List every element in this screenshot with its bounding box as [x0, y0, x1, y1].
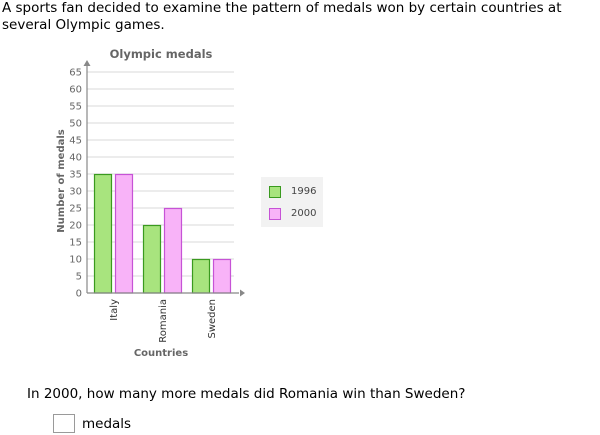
y-tick-label: 0 [75, 288, 82, 300]
bar-2000-italy [116, 175, 133, 294]
legend-label-1996: 1996 [291, 186, 317, 197]
x-tick-labels [109, 299, 218, 343]
y-tick-label: 5 [75, 271, 82, 283]
x-tick-label: Italy [109, 299, 120, 321]
chart-title: Olympic medals [109, 47, 213, 61]
y-tick-label: 50 [69, 118, 82, 130]
y-tick-label: 25 [69, 203, 82, 215]
y-tick-label: 35 [69, 169, 82, 181]
y-tick-labels [69, 68, 82, 300]
bar-2000-sweden [214, 260, 231, 294]
question-text: In 2000, how many more medals did Romania win than Sweden? [27, 386, 466, 402]
y-tick-label: 45 [69, 135, 82, 147]
y-tick-label: 55 [69, 101, 82, 113]
y-tick-label: 40 [69, 152, 82, 164]
y-tick-label: 20 [69, 220, 82, 232]
bar-1996-italy [95, 175, 112, 294]
bar-1996-romania [144, 226, 161, 294]
y-tick-label: 10 [69, 254, 82, 266]
bar-1996-sweden [193, 260, 210, 294]
bars [95, 175, 231, 294]
answer-input[interactable] [53, 414, 75, 433]
x-axis-label: Countries [133, 348, 189, 359]
x-tick-label: Sweden [207, 299, 218, 339]
y-tick-label: 15 [69, 237, 82, 249]
y-tick-label: 65 [69, 67, 82, 79]
y-tick-label: 30 [69, 186, 82, 198]
intro-text: A sports fan decided to examine the pattern of medals won by certain countries at several Olympic games. [2, 0, 562, 33]
answer-unit-label: medals [82, 416, 132, 432]
x-axis-arrow [240, 290, 245, 297]
y-tick-label: 60 [69, 84, 82, 96]
chart-legend [261, 177, 323, 227]
bar-2000-romania [165, 209, 182, 294]
legend-swatch-2000 [269, 208, 281, 220]
legend-swatch-1996 [269, 186, 281, 198]
y-axis-arrow [84, 60, 91, 66]
y-axis-label: Number of medals [56, 129, 67, 233]
legend-label-2000: 2000 [291, 208, 317, 219]
x-tick-label: Romania [158, 299, 169, 343]
